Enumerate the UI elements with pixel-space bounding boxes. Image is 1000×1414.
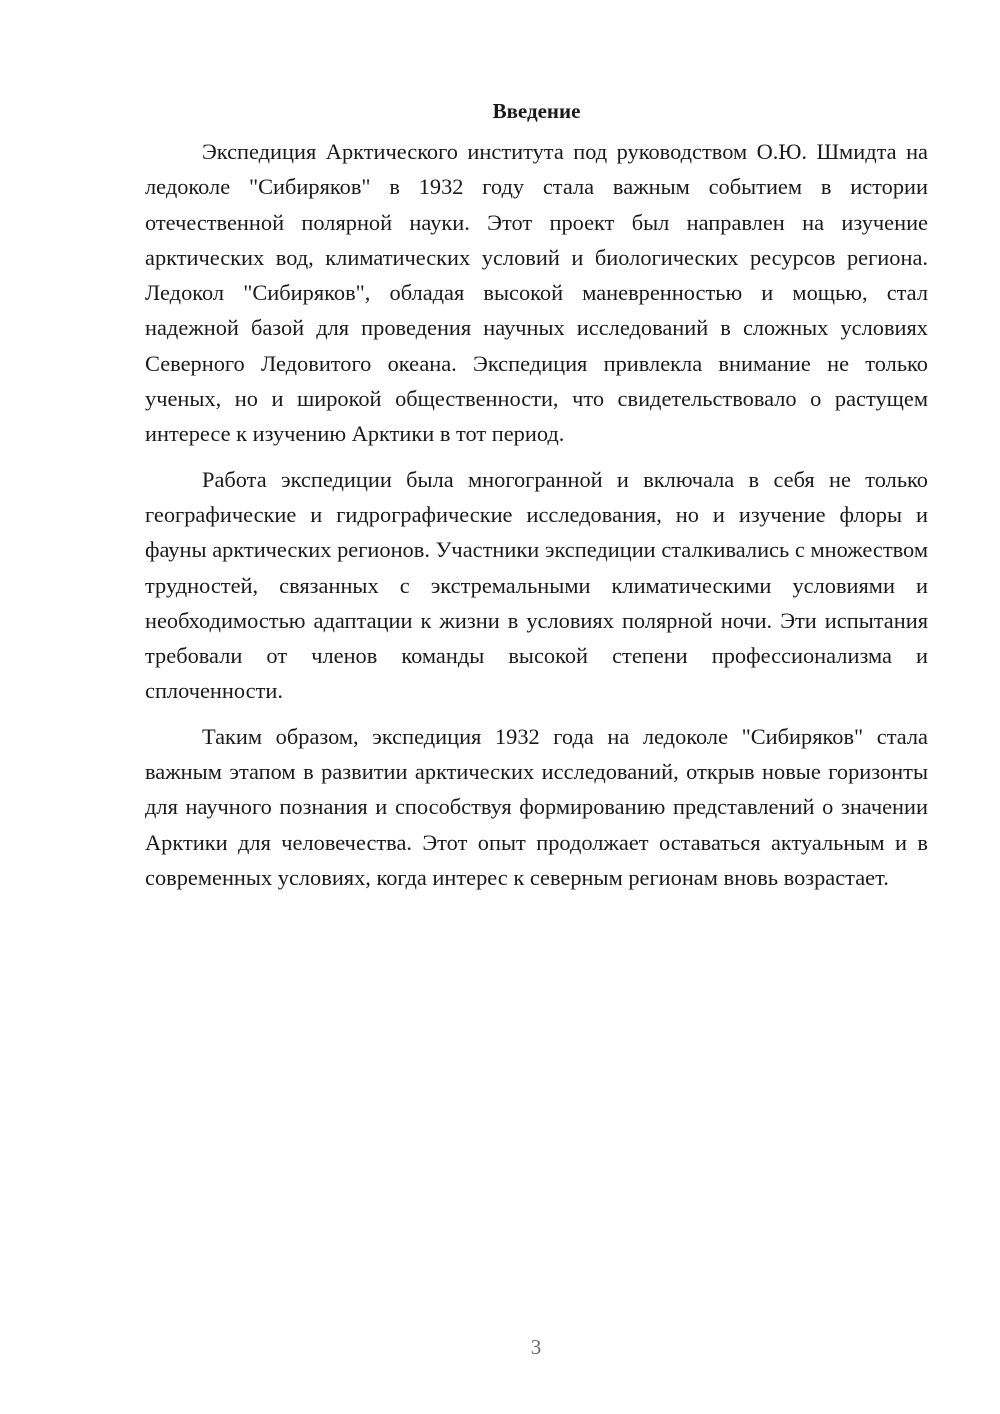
page-content bbox=[145, 93, 928, 905]
paragraph-3: Таким образом, экспедиция 1932 года на ледоколе "Сибиряков" стала важным этапом в развитии арктических исследований, открыв новые горизонты для научного познания и способствуя формированию представлений о значении Арктики для человечества. Этот опыт продолжает оставаться актуальным и в современных условиях, когда интерес к северным регионам вновь возрастает. bbox=[145, 723, 928, 890]
page-number: 3 bbox=[530, 1335, 542, 1359]
section-heading: Введение bbox=[492, 99, 581, 123]
paragraph-1: Экспедиция Арктического института под руководством О.Ю. Шмидта на ледоколе "Сибиряков" в 1932 году стала важным событием в истории отечественной полярной науки. Этот проект был направлен на изучение арктических вод, климатических условий и биологических ресурсов региона. Ледокол "Сибиряков", обладая высокой маневренностью и мощью, стал надежной базой для проведения научных исследований в сложных условиях Северного Ледовитого океана. Экспедиция привлекла внимание не только ученых, но и широкой общественности, что свидетельствовало о растущем интересе к изучению Арктики в тот период. bbox=[145, 139, 928, 447]
paragraph-2: Работа экспедиции была многогранной и включала в себя не только географические и гидрографические исследования, но и изучение флоры и фауны арктических регионов. Участники экспедиции сталкивались с множеством трудностей, связанных с экстремальными климатическими условиями и необходимостью адаптации к жизни в условиях полярной ночи. Эти испытания требовали от членов команды высокой степени профессионализма и сплоченности. bbox=[145, 466, 928, 704]
